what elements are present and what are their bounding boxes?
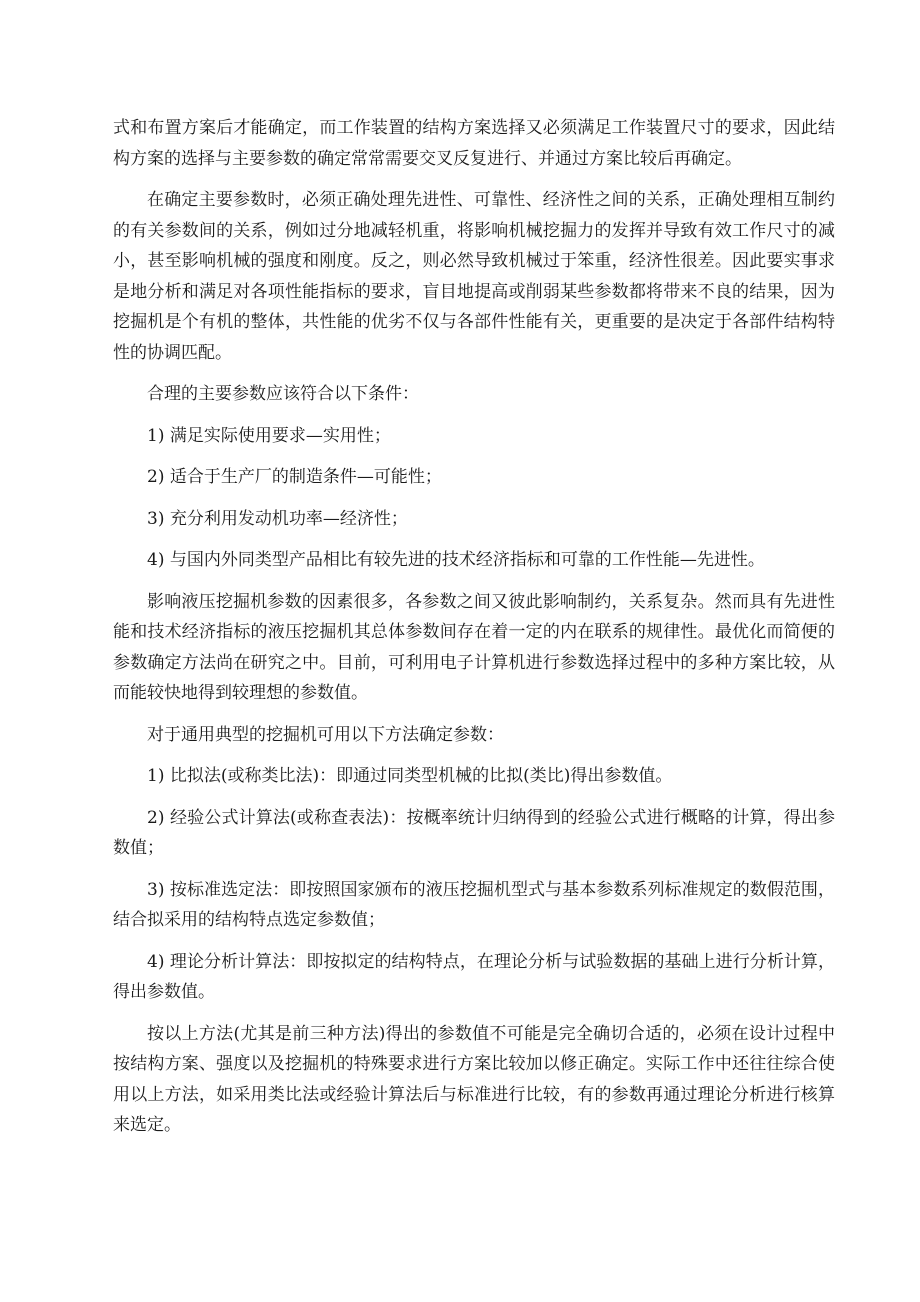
- list-item-economy: 3) 充分利用发动机功率—经济性；: [147, 508, 408, 529]
- paragraph-conclusion: 按以上方法(尤其是前三种方法)得出的参数值不可能是完全确切合适的，必须在设计过程中按结构方案、强度以及挖掘机的特殊要求进行方案比较加以修正确定。实际工作中还往往综合使用以上方法，如采用类比法或经验计算法后与标准进行比较，有的参数再通过理论分析进行核算来选定。: [113, 1023, 835, 1135]
- list-item-theoretical-analysis-method: 4) 理论分析计算法：即按拟定的结构特点，在理论分析与试验数据的基础上进行分析计算，得出参数值。: [113, 951, 835, 1002]
- document-body: [113, 113, 835, 1152]
- list-item-practicality: 1) 满足实际使用要求—实用性；: [147, 425, 391, 446]
- list-item-standard-selection-method: 3) 按标准选定法：即按照国家颁布的液压挖掘机型式与基本参数系列标准规定的数假范围，结合拟采用的结构特点选定参数值；: [113, 879, 835, 930]
- paragraph-continuation: 式和布置方案后才能确定，而工作装置的结构方案选择又必须满足工作装置尺寸的要求，因此结构方案的选择与主要参数的确定常常需要交叉反复进行、并通过方案比较后再确定。: [113, 118, 835, 169]
- list-item-feasibility: 2) 适合于生产厂的制造条件—可能性；: [147, 467, 442, 487]
- paragraph-conditions-intro: 合理的主要参数应该符合以下条件：: [147, 384, 419, 404]
- paragraph-parameter-principles: 在确定主要参数时，必须正确处理先进性、可靠性、经济性之间的关系，正确处理相互制约的有关参数间的关系，例如过分地减轻机重，将影响机械挖掘力的发挥并导致有效工作尺寸的减小，甚至影响机械的强度和刚度。反之，则必然导致机械过于笨重，经济性很差。因此要实事求是地分析和满足对各项性能指标的要求，盲目地提高或削弱某些参数都将带来不良的结果，因为挖掘机是个有机的整体，共性能的优劣不仅与各部件性能有关，更重要的是决定于各部件结构特性的协调匹配。: [113, 190, 835, 363]
- paragraph-methods-intro: 对于通用典型的挖掘机可用以下方法确定参数：: [147, 724, 504, 745]
- list-item-advancement: 4) 与国内外同类型产品相比有较先进的技术经济指标和可靠的工作性能—先进性。: [147, 550, 765, 570]
- list-item-analogy-method: 1) 比拟法(或称类比法)：即通过同类型机械的比拟(类比)得出参数值。: [147, 766, 673, 786]
- paragraph-influencing-factors: 影响液压挖掘机参数的因素很多，各参数之间又彼此影响制约，关系复杂。然而具有先进性能和技术经济指标的液压挖掘机其总体参数间存在着一定的内在联系的规律性。最优化而简便的参数确定方法尚在研究之中。目前，可利用电子计算机进行参数选择过程中的多种方案比较，从而能较快地得到较理想的参数值。: [113, 591, 835, 703]
- list-item-empirical-formula-method: 2) 经验公式计算法(或称查表法)：按概率统计归纳得到的经验公式进行概略的计算，得出参数值；: [113, 807, 835, 858]
